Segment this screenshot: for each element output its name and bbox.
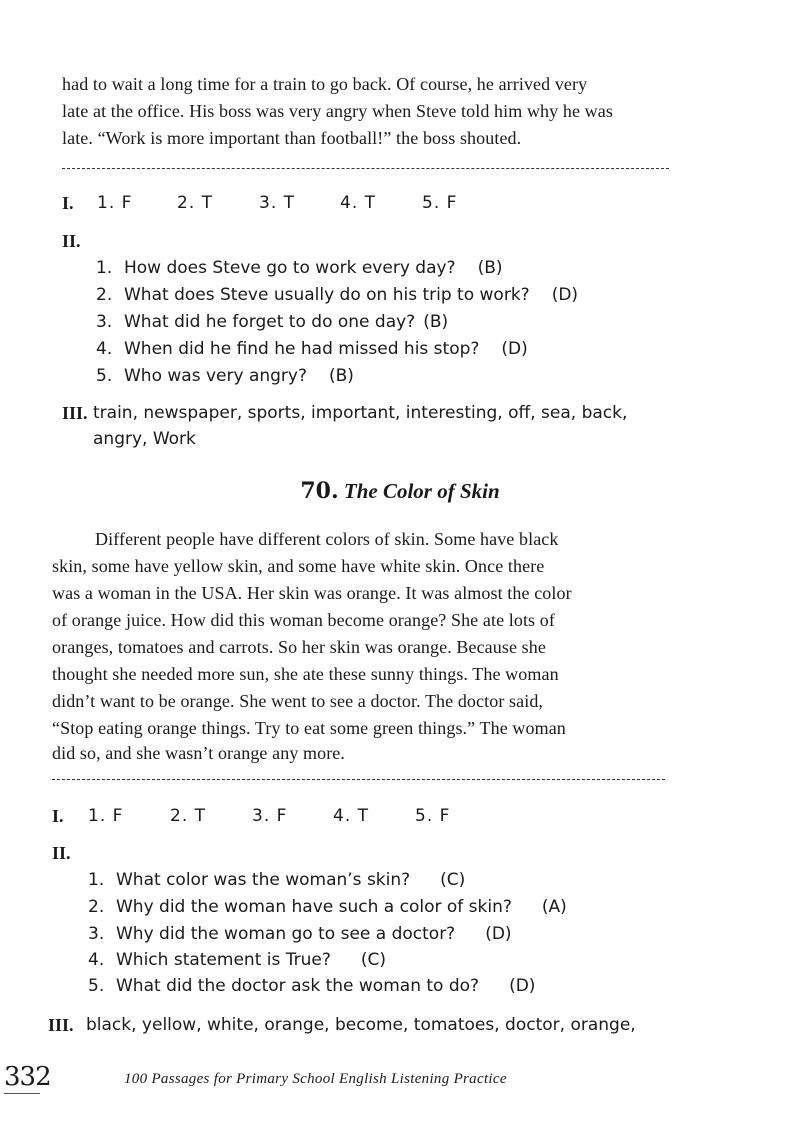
passage-line: of orange juice. How did this woman become orange? She ate lots of <box>52 610 555 630</box>
answer-divider <box>62 168 669 169</box>
passage-line: “Stop eating orange things. Try to eat some green things.” The woman <box>52 718 566 738</box>
question-item <box>88 976 535 996</box>
part-3-label: III. <box>62 403 88 423</box>
question-text: Why did the woman go to see a doctor? <box>116 924 456 944</box>
page-number: 332 <box>4 1062 51 1092</box>
question-number: 2. <box>88 897 105 917</box>
question-text: When did he find he had missed his stop? <box>124 339 480 359</box>
passage-line: Different people have different colors of skin. Some have black <box>95 529 559 549</box>
section-title <box>0 478 800 504</box>
part-1-label: I. <box>62 193 74 213</box>
passage-line: had to wait a long time for a train to go back. Of course, he arrived very <box>62 74 588 94</box>
part-2-label: II. <box>62 231 81 251</box>
tf-answer: 1. F <box>88 806 124 826</box>
part-1-label: I. <box>52 806 64 826</box>
passage-line: didn’t want to be orange. She went to see a doctor. The doctor said, <box>52 691 544 711</box>
question-answer: (D) <box>501 339 528 359</box>
tf-answer: 3. T <box>259 193 296 213</box>
passage-line: was a woman in the USA. Her skin was orange. It was almost the color <box>52 583 572 603</box>
question-number: 4. <box>88 950 105 970</box>
passage-line: late. “Work is more important than football!” the boss shouted. <box>62 128 522 148</box>
word-list: train, newspaper, sports, important, interesting, off, sea, back, <box>93 403 628 423</box>
passage-line: thought she needed more sun, she ate these sunny things. The woman <box>52 664 559 684</box>
word-list: angry, Work <box>93 429 196 449</box>
question-text: Who was very angry? <box>124 366 307 386</box>
question-number: 5. <box>88 976 105 996</box>
passage-line: did so, and she wasn’t orange any more. <box>52 743 345 763</box>
tf-answer: 5. F <box>422 193 458 213</box>
question-number: 1. <box>88 870 105 890</box>
tf-answer: 3. F <box>252 806 288 826</box>
question-item <box>96 366 354 386</box>
question-text: What did the doctor ask the woman to do? <box>116 976 480 996</box>
answer-divider <box>52 779 665 780</box>
question-number: 1. <box>96 258 113 278</box>
passage-line: late at the office. His boss was very angry when Steve told him why he was <box>62 101 613 121</box>
question-answer: (B) <box>477 258 503 278</box>
passage-line: oranges, tomatoes and carrots. So her skin was orange. Because she <box>52 637 546 657</box>
question-item <box>96 258 503 278</box>
tf-answer: 2. T <box>177 193 214 213</box>
question-number: 5. <box>96 366 113 386</box>
question-text: What color was the woman’s skin? <box>116 870 411 890</box>
question-item <box>96 312 448 332</box>
running-footer-title: 100 Passages for Primary School English Listening Practice <box>124 1071 507 1087</box>
question-number: 2. <box>96 285 113 305</box>
tf-answer: 2. T <box>170 806 207 826</box>
question-item <box>88 950 386 970</box>
question-number: 3. <box>88 924 105 944</box>
tf-answer: 5. F <box>415 806 451 826</box>
question-answer: (B) <box>329 366 354 386</box>
question-text: Why did the woman have such a color of skin? <box>116 897 512 917</box>
question-answer: (D) <box>509 976 536 996</box>
tf-answer: 4. T <box>340 193 377 213</box>
part-2-label: II. <box>52 843 71 863</box>
tf-answer: 4. T <box>333 806 370 826</box>
question-answer: (D) <box>551 285 579 305</box>
section-number: 70. <box>300 478 339 504</box>
part-3-label: III. <box>48 1015 74 1035</box>
question-text: Which statement is True? <box>116 950 331 970</box>
question-text: What does Steve usually do on his trip to work? <box>124 285 530 305</box>
question-item <box>88 897 567 917</box>
question-number: 4. <box>96 339 113 359</box>
question-answer: (C) <box>440 870 466 890</box>
page-number-underline <box>4 1093 40 1094</box>
tf-answer: 1. F <box>97 193 133 213</box>
question-item <box>88 924 512 944</box>
question-item <box>96 285 578 305</box>
question-text: How does Steve go to work every day? <box>124 258 456 278</box>
section-name: The Color of Skin <box>343 479 500 503</box>
question-number: 3. <box>96 312 113 332</box>
question-item <box>96 339 528 359</box>
word-list: black, yellow, white, orange, become, tomatoes, doctor, orange, <box>86 1015 636 1035</box>
question-answer: (C) <box>360 950 387 970</box>
passage-line: skin, some have yellow skin, and some have white skin. Once there <box>52 556 545 576</box>
question-answer: (D) <box>485 924 512 944</box>
question-item <box>88 870 465 890</box>
question-answer: (A) <box>541 897 567 917</box>
question-text: What did he forget to do one day? <box>124 312 416 332</box>
question-answer: (B) <box>423 312 449 332</box>
